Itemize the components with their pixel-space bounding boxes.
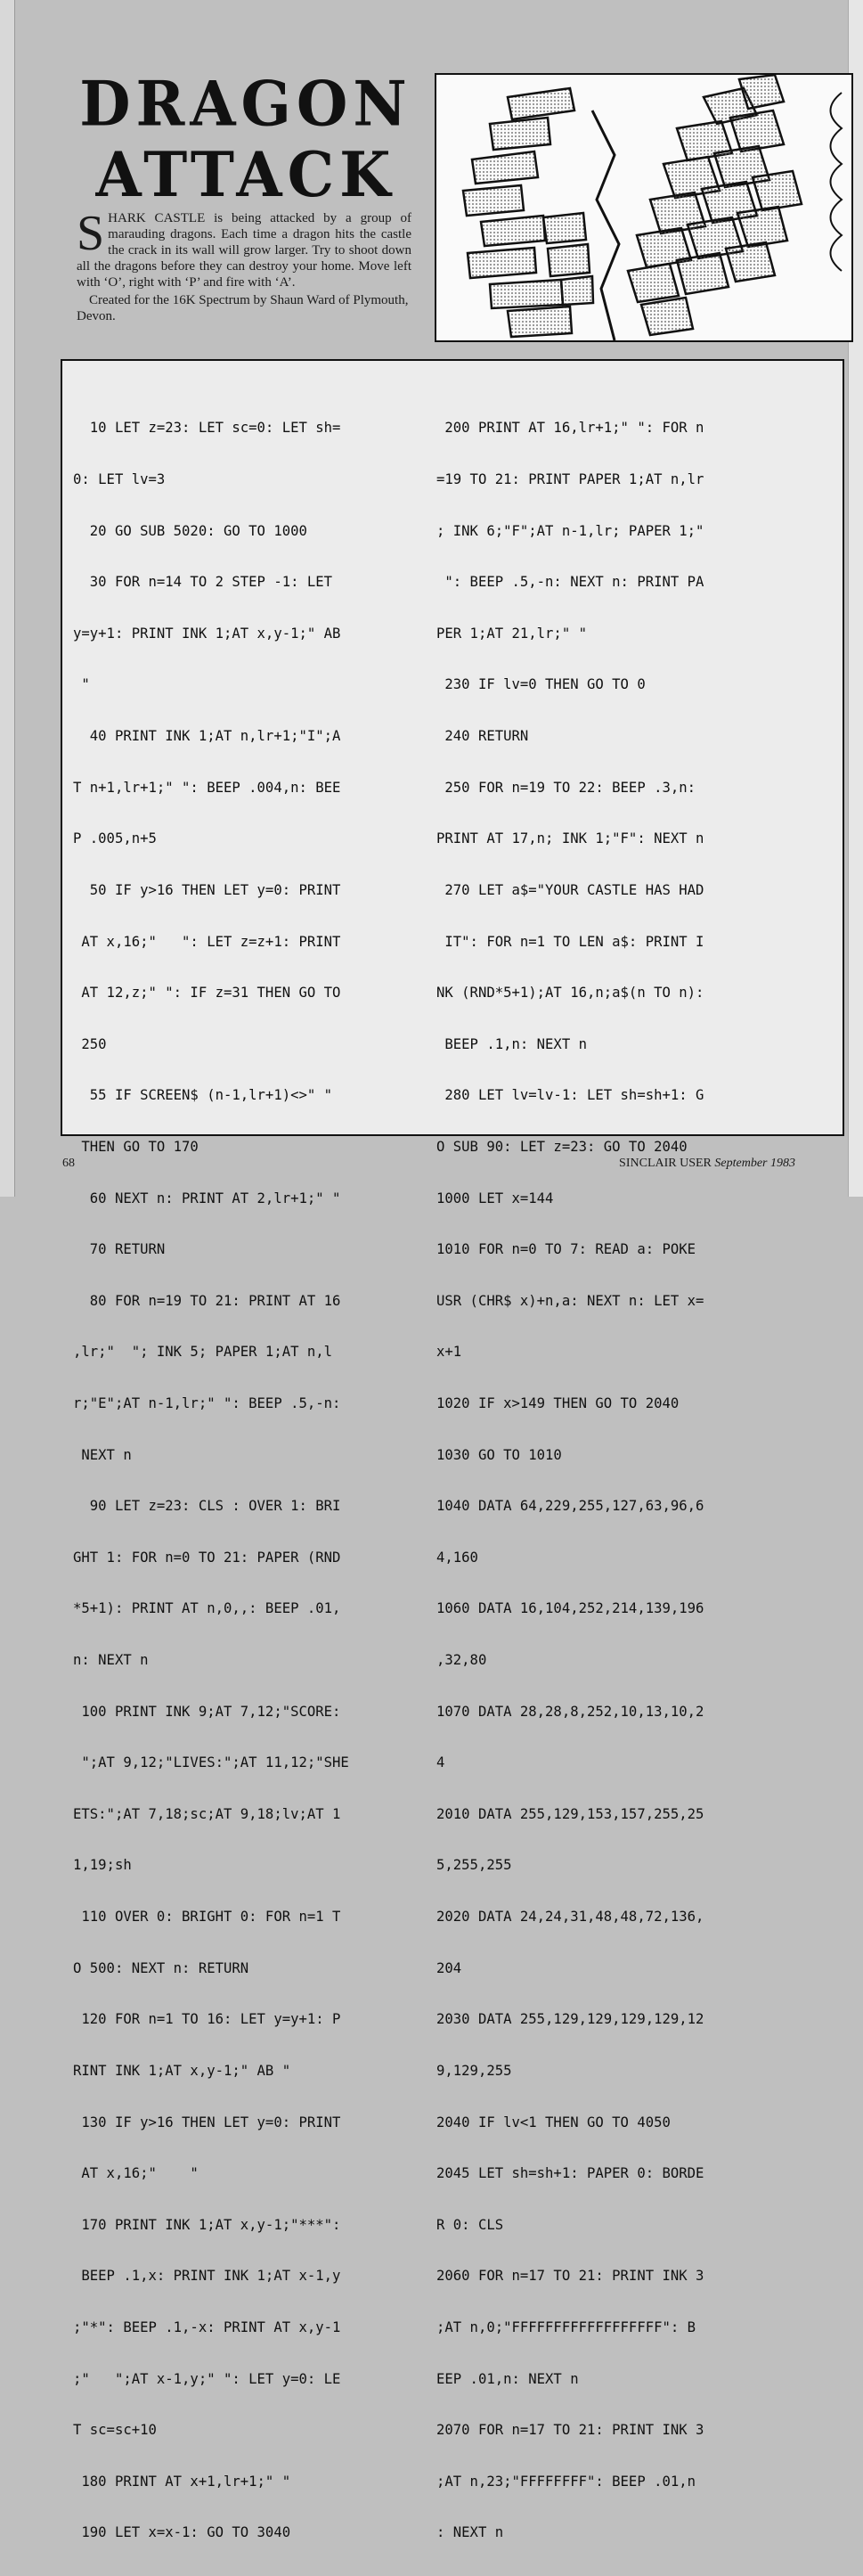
right-wall-bricks: [628, 75, 802, 335]
code-line: ,lr;" "; INK 5; PAPER 1;AT n,l: [73, 1344, 333, 1361]
code-line: 200 PRINT AT 16,lr+1;" ": FOR n: [436, 420, 704, 437]
code-line: 240 RETURN: [436, 728, 529, 745]
code-line: 1040 DATA 64,229,255,127,63,96,6: [436, 1498, 704, 1515]
code-line: O 500: NEXT n: RETURN: [73, 1959, 249, 1976]
listing-column-left: [73, 386, 431, 2576]
code-line: PRINT AT 17,n; INK 1;"F": NEXT n: [436, 830, 704, 847]
code-line: 9,129,255: [436, 2062, 512, 2079]
code-line: BEEP .1,x: PRINT INK 1;AT x-1,y: [73, 2268, 341, 2285]
smoke-puffs: [831, 93, 843, 271]
code-line: 110 OVER 0: BRIGHT 0: FOR n=1 T: [73, 1909, 341, 1926]
code-line: ": [73, 676, 90, 693]
article-title: [68, 68, 424, 210]
code-line: ;"*": BEEP .1,-x: PRINT AT x,y-1: [73, 2318, 341, 2335]
code-line: 180 PRINT AT x+1,lr+1;" ": [73, 2473, 291, 2490]
code-line: USR (CHR$ x)+n,a: NEXT n: LET x=: [436, 1292, 704, 1309]
castle-wall-illustration: [436, 75, 851, 340]
code-line: ;" ";AT x-1,y;" ": LET y=0: LE: [73, 2370, 341, 2387]
magazine-name: SINCLAIR USER: [619, 1157, 712, 1170]
code-line: 100 PRINT INK 9;AT 7,12;"SCORE:: [73, 1703, 341, 1720]
code-line: THEN GO TO 170: [73, 1138, 199, 1155]
code-line: P .005,n+5: [73, 830, 157, 847]
code-line: T n+1,lr+1;" ": BEEP .004,n: BEE: [73, 779, 341, 796]
code-line: 120 FOR n=1 TO 16: LET y=y+1: P: [73, 2011, 341, 2028]
code-line: 130 IF y>16 THEN LET y=0: PRINT: [73, 2114, 341, 2130]
code-line: 2030 DATA 255,129,129,129,129,12: [436, 2011, 704, 2028]
title-line-1: DRAGON: [79, 67, 412, 141]
code-line: 10 LET z=23: LET sc=0: LET sh=: [73, 420, 341, 437]
code-line: AT 12,z;" ": IF z=31 THEN GO TO: [73, 985, 341, 1002]
code-line: 170 PRINT INK 1;AT x,y-1;"***":: [73, 2216, 341, 2233]
code-line: 270 LET a$="YOUR CASTLE HAS HAD: [436, 881, 704, 898]
code-line: PER 1;AT 21,lr;" ": [436, 625, 587, 642]
code-line: : NEXT n: [436, 2524, 504, 2541]
code-line: NK (RND*5+1);AT 16,n;a$(n TO n):: [436, 985, 704, 1002]
code-line: 250 FOR n=19 TO 22: BEEP .3,n:: [436, 779, 696, 796]
code-line: AT x,16;" ": LET z=z+1: PRINT: [73, 933, 341, 950]
code-line: ";AT 9,12;"LIVES:";AT 11,12;"SHE: [73, 1754, 349, 1771]
code-line: ; INK 6;"F";AT n-1,lr; PAPER 1;": [436, 522, 704, 539]
code-line: R 0: CLS: [436, 2216, 504, 2233]
code-line: 2045 LET sh=sh+1: PAPER 0: BORDE: [436, 2165, 704, 2182]
code-line: 50 IF y>16 THEN LET y=0: PRINT: [73, 881, 341, 898]
code-line: 2010 DATA 255,129,153,157,255,25: [436, 1805, 704, 1822]
code-line: ETS:";AT 7,18;sc;AT 9,18;lv;AT 1: [73, 1805, 341, 1822]
code-line: 40 PRINT INK 1;AT n,lr+1;"I";A: [73, 728, 341, 745]
code-line: AT x,16;" ": [73, 2165, 199, 2182]
code-line: BEEP .1,n: NEXT n: [436, 1035, 587, 1052]
code-line: 280 LET lv=lv-1: LET sh=sh+1: G: [436, 1087, 704, 1104]
crumbling-castle-wall-drawing: [435, 73, 853, 342]
code-line: x+1: [436, 1344, 462, 1361]
code-line: ": BEEP .5,-n: NEXT n: PRINT PA: [436, 574, 704, 591]
code-line: *5+1): PRINT AT n,0,,: BEEP .01,: [73, 1600, 341, 1617]
code-line: r;"E";AT n-1,lr;" ": BEEP .5,-n:: [73, 1394, 341, 1411]
page-number: 68: [62, 1157, 75, 1170]
code-line: 204: [436, 1959, 462, 1976]
intro-text: HARK CASTLE is being attacked by a group of marauding dragons. Each time a dragon hits the castle the crack in its wall will grow larger. Try to shoot down all the dragons before they can destroy your home. Move left with ‘O’, right with ‘P’ and fire with ‘A’.: [77, 211, 411, 290]
code-line: RINT INK 1;AT x,y-1;" AB ": [73, 2062, 291, 2079]
code-line: 1,19;sh: [73, 1857, 132, 1874]
code-line: 90 LET z=23: CLS : OVER 1: BRI: [73, 1498, 341, 1515]
code-line: 0: LET lv=3: [73, 471, 166, 488]
code-line: 190 LET x=x-1: GO TO 3040: [73, 2524, 291, 2541]
code-line: 1070 DATA 28,28,8,252,10,13,10,2: [436, 1703, 704, 1720]
code-line: 30 FOR n=14 TO 2 STEP -1: LET: [73, 574, 333, 591]
code-line: 60 NEXT n: PRINT AT 2,lr+1;" ": [73, 1190, 341, 1206]
code-line: y=y+1: PRINT INK 1;AT x,y-1;" AB: [73, 625, 341, 642]
code-line: 2040 IF lv<1 THEN GO TO 4050: [436, 2114, 671, 2130]
code-line: 1020 IF x>149 THEN GO TO 2040: [436, 1394, 680, 1411]
code-line: O SUB 90: LET z=23: GO TO 2040: [436, 1138, 688, 1155]
code-line: 4,160: [436, 1549, 478, 1566]
code-line: GHT 1: FOR n=0 TO 21: PAPER (RND: [73, 1549, 341, 1566]
code-line: 2020 DATA 24,24,31,48,48,72,136,: [436, 1909, 704, 1926]
code-line: 20 GO SUB 5020: GO TO 1000: [73, 522, 307, 539]
code-line: n: NEXT n: [73, 1652, 149, 1669]
code-line: 1010 FOR n=0 TO 7: READ a: POKE: [436, 1241, 696, 1258]
magazine-footer: [619, 1157, 795, 1171]
code-line: 230 IF lv=0 THEN GO TO 0: [436, 676, 646, 693]
article-intro: [77, 206, 411, 324]
issue-date: September 1983: [714, 1157, 795, 1170]
code-line: 1000 LET x=144: [436, 1190, 554, 1206]
code-line: 2060 FOR n=17 TO 21: PRINT INK 3: [436, 2268, 704, 2285]
code-line: 1030 GO TO 1010: [436, 1446, 562, 1463]
code-line: EEP .01,n: NEXT n: [436, 2370, 579, 2387]
code-line: =19 TO 21: PRINT PAPER 1;AT n,lr: [436, 471, 704, 488]
page-gutter: [0, 0, 15, 1197]
code-line: ;AT n,23;"FFFFFFFF": BEEP .01,n: [436, 2473, 696, 2490]
code-line: IT": FOR n=1 TO LEN a$: PRINT I: [436, 933, 704, 950]
author-credit: Created for the 16K Spectrum by Shaun Ward of Plymouth, Devon.: [77, 293, 409, 323]
code-line: ;AT n,0;"FFFFFFFFFFFFFFFFFF": B: [436, 2318, 696, 2335]
intro-paragraph: [77, 206, 411, 290]
code-line: ,32,80: [436, 1652, 487, 1669]
code-line: 250: [73, 1035, 107, 1052]
code-line: 4: [436, 1754, 445, 1771]
code-line: 80 FOR n=19 TO 21: PRINT AT 16: [73, 1292, 341, 1309]
left-wall-bricks: [463, 88, 593, 337]
code-line: NEXT n: [73, 1446, 132, 1463]
code-line: 5,255,255: [436, 1857, 512, 1874]
code-line: T sc=sc+10: [73, 2422, 157, 2439]
listing-column-right: [436, 386, 793, 2576]
code-line: 1060 DATA 16,104,252,214,139,196: [436, 1600, 704, 1617]
wall-crack: [592, 110, 619, 340]
title-line-2: ATTACK: [95, 137, 396, 211]
code-line: 2070 FOR n=17 TO 21: PRINT INK 3: [436, 2422, 704, 2439]
code-line: 70 RETURN: [73, 1241, 166, 1258]
code-line: 55 IF SCREEN$ (n-1,lr+1)<>" ": [73, 1087, 333, 1104]
drop-cap: S: [77, 206, 105, 261]
